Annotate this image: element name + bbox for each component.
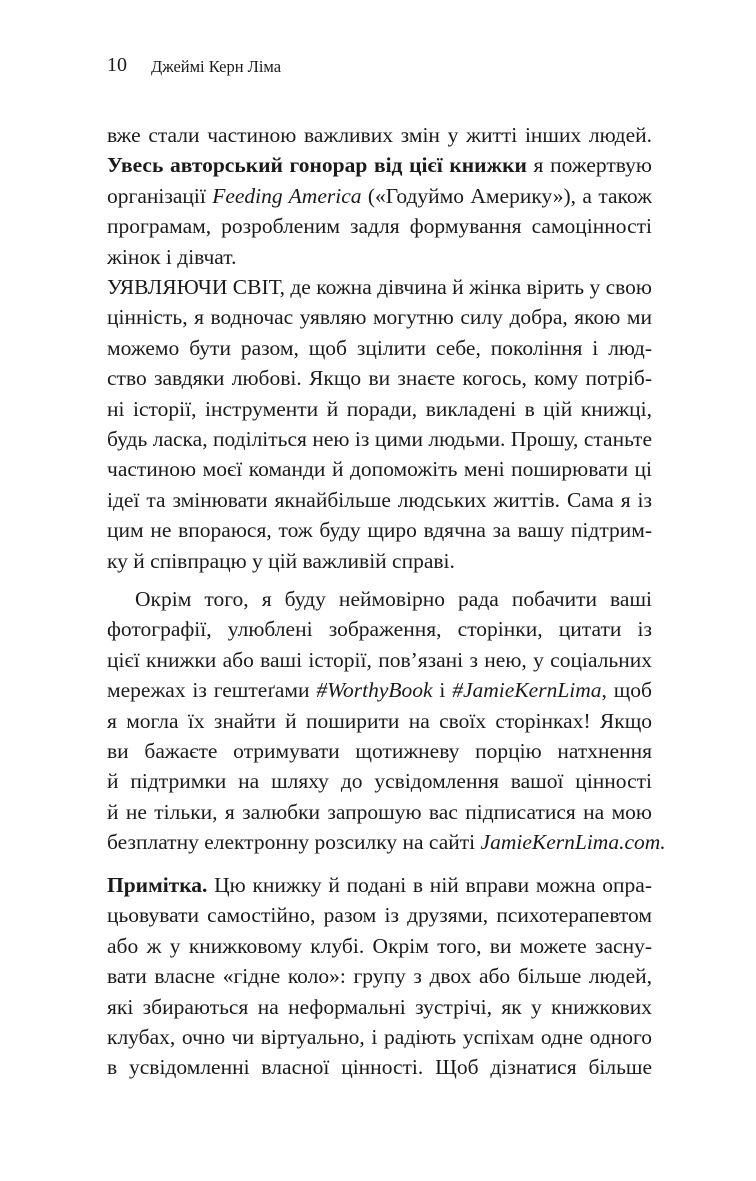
text-line xyxy=(107,645,652,675)
bold-text: Увесь авторський гонорар від цієї книжки xyxy=(107,153,527,178)
text-run: ідеї та змінювати якнайбільше людських життів. Сама я із xyxy=(107,487,652,512)
paragraph-imagining-world xyxy=(107,272,652,576)
text-run: будь ласка, поділіться нею із цими людьми. Прошу, станьте xyxy=(107,426,652,451)
paragraph-note xyxy=(107,870,652,1083)
text-run: в усвідомленні власної цінності. Щоб дізнатися більше xyxy=(107,1055,652,1080)
text-run: я могла їх знайти й поширити на своїх сторінках! Якщо xyxy=(107,708,652,733)
text-line xyxy=(107,827,666,857)
text-run: вати власне «гідне коло»: групу з двох або більше людей, xyxy=(107,964,652,989)
text-run: , щоб xyxy=(601,678,652,703)
text-run: цим не впораюся, тож буду щиро вдячна за вашу підтрим- xyxy=(107,518,652,543)
text-line xyxy=(107,454,652,484)
text-line xyxy=(107,706,652,736)
text-run: частиною моєї команди й допоможіть мені поширювати ці xyxy=(107,457,652,482)
text-run: я пожертвую xyxy=(526,153,652,178)
text-run: («Годуймо Америку»), а також xyxy=(361,183,652,208)
text-run: можемо бути разом, щоб зцілити себе, покоління і люд- xyxy=(107,335,652,360)
text-line xyxy=(107,515,652,545)
text-line xyxy=(107,1022,652,1052)
text-run: безплатну електронну розсилку на сайті xyxy=(107,830,481,855)
running-head: Джеймі Керн Ліма xyxy=(151,57,282,76)
text-line xyxy=(107,992,652,1022)
text-line xyxy=(107,675,652,705)
text-run: ні історії, інструменти й поради, викладені в цій книжці, xyxy=(107,396,652,421)
text-line xyxy=(107,181,652,211)
text-line xyxy=(107,797,652,827)
text-line xyxy=(107,120,652,150)
italic-text: Feeding America xyxy=(212,183,362,208)
text-line xyxy=(107,584,652,614)
text-line xyxy=(107,394,652,424)
italic-text: #WorthyBook xyxy=(316,678,433,703)
text-run: програмам, розробленим задля формування самоцінності xyxy=(107,214,652,239)
text-run: мережах із гештеґами xyxy=(107,678,317,703)
text-line xyxy=(107,150,652,180)
text-run: ство завдяки любові. Якщо ви знаєте когось, кому потріб- xyxy=(107,366,652,391)
text-run: Окрім того, я буду неймовірно рада побачити ваші xyxy=(135,587,652,611)
text-line xyxy=(107,961,652,991)
text-run: які збираються на неформальні зустрічі, як у книжкових xyxy=(107,994,652,1019)
text-line xyxy=(107,272,652,302)
bold-text: Примітка. xyxy=(107,873,208,897)
paragraph-donation xyxy=(107,120,652,272)
text-line xyxy=(107,900,652,930)
text-run: цінність, я водночас уявляю могутню силу добра, якою ми xyxy=(107,305,652,330)
text-run: ку й співпрацю у цій важливій справі. xyxy=(107,548,455,573)
italic-text: JamieKernLima.com. xyxy=(480,830,666,855)
text-line xyxy=(107,736,652,766)
text-run: й підтримки на шляху до усвідомлення вашої цінності xyxy=(107,769,652,794)
text-line xyxy=(107,485,652,515)
text-line xyxy=(107,242,652,272)
text-line xyxy=(107,870,652,900)
text-run: організації xyxy=(107,183,213,208)
text-run: жінок і дівчат. xyxy=(107,244,237,269)
text-line xyxy=(107,302,652,332)
text-line xyxy=(107,766,652,796)
text-run: вже стали частиною важливих змін у житті інших людей. xyxy=(107,123,652,147)
text-line xyxy=(107,1052,652,1082)
paragraph-social-media xyxy=(107,584,666,858)
text-run: Цю книжку й подані в ній вправи можна опра- xyxy=(207,873,652,897)
text-line xyxy=(107,333,652,363)
page-number: 10 xyxy=(107,54,127,76)
text-line xyxy=(107,614,652,644)
text-run: УЯВЛЯЮЧИ СВІТ, де кожна дівчина й жінка вірить у свою xyxy=(107,275,652,299)
italic-text: #JamieKernLima xyxy=(452,678,602,703)
text-line xyxy=(107,211,652,241)
text-run: фотографії, улюблені зображення, сторінки, цитати із xyxy=(107,617,652,642)
text-line xyxy=(107,931,652,961)
text-run: й не тільки, я залюбки запрошую вас підписатися на мою xyxy=(107,799,652,824)
text-run: або ж у книжковому клубі. Окрім того, ви можете засну- xyxy=(107,933,652,958)
text-run: клубах, очно чи віртуально, і радіють успіхам одне одного xyxy=(107,1024,652,1049)
text-line xyxy=(107,363,652,393)
text-run: і xyxy=(432,678,453,703)
text-run: ви бажаєте отримувати щотижневу порцію натхнення xyxy=(107,738,652,763)
text-line xyxy=(107,424,652,454)
text-run: цієї книжки або ваші історії, пов’язані з нею, у соціальних xyxy=(107,647,652,672)
page-header xyxy=(107,54,282,77)
text-line xyxy=(107,546,652,576)
text-run: цьовувати самостійно, разом із друзями, психотерапевтом xyxy=(107,903,652,928)
